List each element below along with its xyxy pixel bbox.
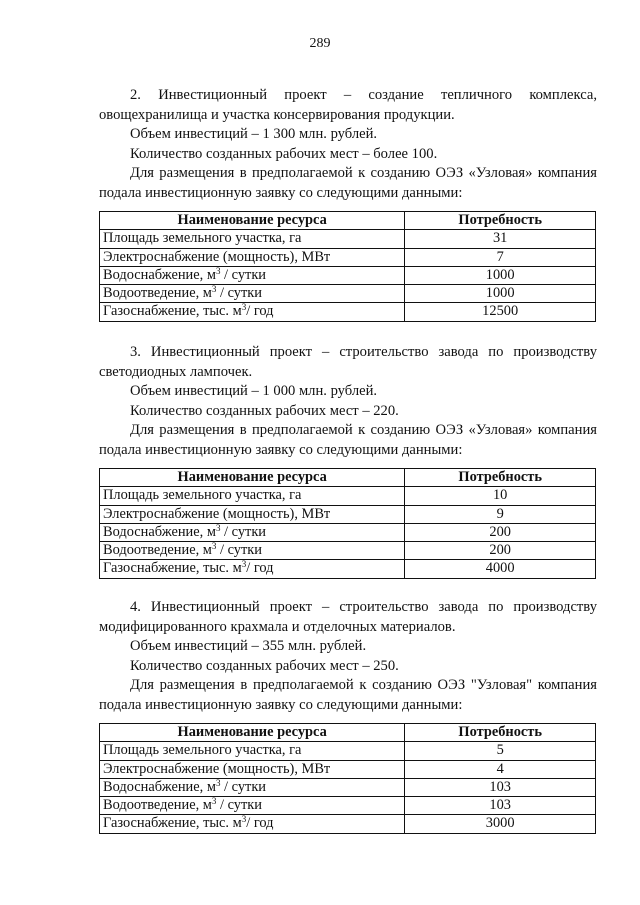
table-row bbox=[100, 778, 596, 796]
resource-name: Площадь земельного участка, га bbox=[100, 487, 405, 505]
table-row bbox=[100, 797, 596, 815]
demand-column-header: Потребность bbox=[405, 724, 596, 742]
table-row bbox=[100, 285, 596, 303]
table-header-row bbox=[100, 212, 596, 230]
resource-value: 7 bbox=[405, 248, 596, 266]
table-row bbox=[100, 266, 596, 284]
table-row bbox=[100, 230, 596, 248]
resource-name: Водоотведение, $м^3$ / сутки bbox=[100, 797, 405, 815]
resource-name: Газоснабжение, тыс. $м^3/$ год bbox=[100, 815, 405, 833]
table-row bbox=[100, 303, 596, 321]
table-row bbox=[100, 523, 596, 541]
resource-value: 3000 bbox=[405, 815, 596, 833]
application-intro: Для размещения в предполагаемой к созданию ОЭЗ «Узловая» компания подала инвестиционную заявку со следующими данными: bbox=[99, 422, 597, 458]
jobs-count: Количество созданных рабочих мест – 250. bbox=[130, 657, 399, 674]
resource-name: Электроснабжение (мощность), МВт bbox=[100, 760, 405, 778]
table-row bbox=[100, 487, 596, 505]
project-title: 3. Инвестиционный проект – строительство завода по производству светодиодных лампочек. bbox=[99, 344, 597, 380]
resource-name: Водоотведение, $м^3$ / сутки bbox=[100, 542, 405, 560]
resource-name: Площадь земельного участка, га bbox=[100, 742, 405, 760]
table-row bbox=[100, 760, 596, 778]
resource-name: Электроснабжение (мощность), МВт bbox=[100, 505, 405, 523]
resource-value: 200 bbox=[405, 542, 596, 560]
resource-value: 12500 bbox=[405, 303, 596, 321]
project-title: 2. Инвестиционный проект – создание тепличного комплекса, овощехранилища и участка консервирования продукции. bbox=[99, 87, 597, 123]
resource-column-header: Наименование ресурса bbox=[100, 724, 405, 742]
resource-name: Газоснабжение, тыс. $м^3/$ год bbox=[100, 303, 405, 321]
resource-value: 103 bbox=[405, 778, 596, 796]
jobs-count: Количество созданных рабочих мест – 220. bbox=[130, 402, 399, 419]
table-row bbox=[100, 248, 596, 266]
resource-value: 4000 bbox=[405, 560, 596, 578]
resource-value: 1000 bbox=[405, 285, 596, 303]
project-section-3 bbox=[99, 343, 597, 579]
resource-column-header: Наименование ресурса bbox=[100, 212, 405, 230]
resource-value: 103 bbox=[405, 797, 596, 815]
application-intro: Для размещения в предполагаемой к созданию ОЭЗ «Узловая» компания подала инвестиционную заявку со следующими данными: bbox=[99, 165, 597, 201]
resource-name: Газоснабжение, тыс. $м^3/$ год bbox=[100, 560, 405, 578]
resource-name: Водоснабжение, $м^3$ / сутки bbox=[100, 523, 405, 541]
resource-value: 31 bbox=[405, 230, 596, 248]
resource-name: Площадь земельного участка, га bbox=[100, 230, 405, 248]
investment-volume: Объем инвестиций – 355 млн. рублей. bbox=[130, 638, 367, 654]
demand-column-header: Потребность bbox=[405, 212, 596, 230]
jobs-count: Количество созданных рабочих мест – более 100. bbox=[130, 145, 438, 162]
table-header-row bbox=[100, 469, 596, 487]
resource-value: 5 bbox=[405, 742, 596, 760]
resource-value: 200 bbox=[405, 523, 596, 541]
page-number: 289 bbox=[309, 36, 331, 51]
application-intro: Для размещения в предполагаемой к созданию ОЭЗ "Узловая" компания подала инвестиционную заявку со следующими данными: bbox=[99, 677, 597, 713]
resource-table bbox=[99, 468, 596, 579]
table-row bbox=[100, 542, 596, 560]
resource-value: 1000 bbox=[405, 266, 596, 284]
resource-table bbox=[99, 723, 596, 834]
resource-name: Водоотведение, $м^3$ / сутки bbox=[100, 285, 405, 303]
resource-name: Электроснабжение (мощность), МВт bbox=[100, 248, 405, 266]
resource-value: 4 bbox=[405, 760, 596, 778]
project-section-2 bbox=[99, 86, 597, 322]
project-title: 4. Инвестиционный проект – строительство завода по производству модифицированного крахмала и отделочных материалов. bbox=[99, 599, 597, 635]
project-section-4 bbox=[99, 598, 597, 834]
resource-name: Водоснабжение, $м^3$ / сутки bbox=[100, 778, 405, 796]
table-row bbox=[100, 742, 596, 760]
table-row bbox=[100, 560, 596, 578]
resource-value: 10 bbox=[405, 487, 596, 505]
resource-value: 9 bbox=[405, 505, 596, 523]
resource-table bbox=[99, 211, 596, 322]
demand-column-header: Потребность bbox=[405, 469, 596, 487]
table-header-row bbox=[100, 724, 596, 742]
table-row bbox=[100, 505, 596, 523]
resource-column-header: Наименование ресурса bbox=[100, 469, 405, 487]
table-row bbox=[100, 815, 596, 833]
investment-volume: Объем инвестиций – 1 000 млн. рублей. bbox=[130, 383, 378, 399]
resource-name: Водоснабжение, $м^3$ / сутки bbox=[100, 266, 405, 284]
investment-volume: Объем инвестиций – 1 300 млн. рублей. bbox=[130, 126, 378, 142]
